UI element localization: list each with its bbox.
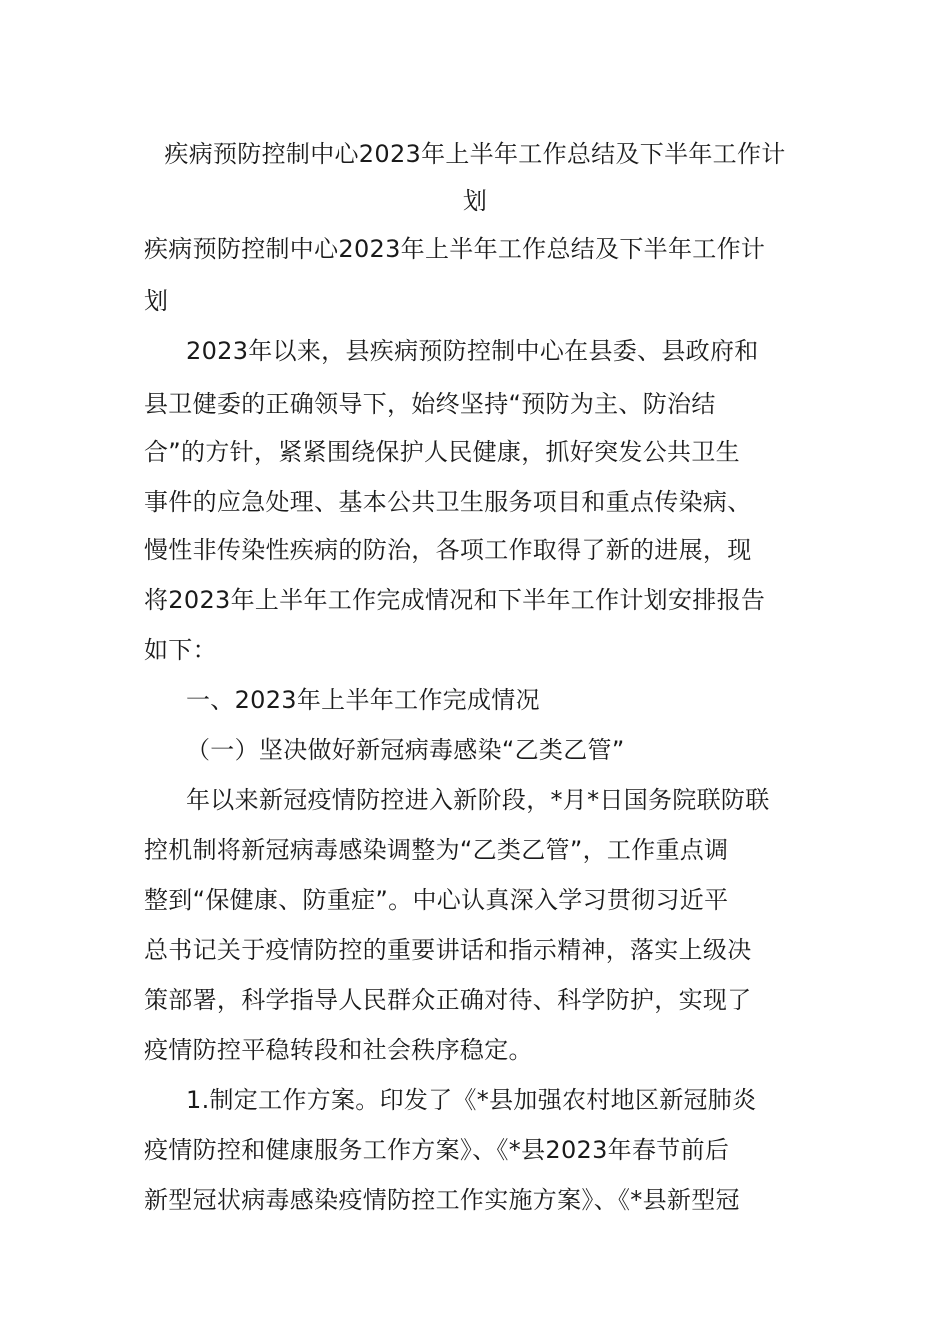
plan-paragraph-line: 新型冠状病毒感染疫情防控工作实施方案》、《*县新型冠 bbox=[144, 1186, 740, 1214]
intro-paragraph-line: 2023年以来，县疾病预防控制中心在县委、县政府和 bbox=[186, 337, 759, 365]
covid-paragraph-line: 总书记关于疫情防控的重要讲话和指示精神，落实上级决 bbox=[144, 936, 752, 964]
intro-paragraph-line: 事件的应急处理、基本公共卫生服务项目和重点传染病、 bbox=[144, 488, 752, 516]
intro-paragraph-line: 如下： bbox=[144, 636, 217, 664]
repeated-title-line-1: 疾病预防控制中心2023年上半年工作总结及下半年工作计 bbox=[144, 235, 766, 263]
repeated-title-line-2: 划 bbox=[144, 287, 169, 315]
document-title-line-2: 划 bbox=[462, 187, 488, 215]
plan-paragraph-line: 疫情防控和健康服务工作方案》、《*县2023年春节前后 bbox=[144, 1136, 730, 1164]
covid-paragraph-line: 年以来新冠疫情防控进入新阶段，*月*日国务院联防联 bbox=[186, 786, 770, 814]
subsection-heading: （一）坚决做好新冠病毒感染“乙类乙管” bbox=[186, 736, 625, 764]
covid-paragraph-line: 疫情防控平稳转段和社会秩序稳定。 bbox=[144, 1036, 533, 1064]
covid-paragraph-line: 整到“保健康、防重症”。中心认真深入学习贯彻习近平 bbox=[144, 886, 729, 914]
section-heading: 一、2023年上半年工作完成情况 bbox=[186, 686, 540, 714]
intro-paragraph-line: 将2023年上半年工作完成情况和下半年工作计划安排报告 bbox=[144, 586, 766, 614]
intro-paragraph-line: 合”的方针，紧紧围绕保护人民健康，抓好突发公共卫生 bbox=[144, 438, 740, 466]
plan-paragraph-line: 1.制定工作方案。印发了《*县加强农村地区新冠肺炎 bbox=[186, 1086, 757, 1114]
document-title-line-1: 疾病预防控制中心2023年上半年工作总结及下半年工作计 bbox=[164, 140, 786, 168]
covid-paragraph-line: 策部署，科学指导人民群众正确对待、科学防护，实现了 bbox=[144, 986, 752, 1014]
covid-paragraph-line: 控机制将新冠病毒感染调整为“乙类乙管”，工作重点调 bbox=[144, 836, 729, 864]
intro-paragraph-line: 慢性非传染性疾病的防治，各项工作取得了新的进展，现 bbox=[144, 536, 752, 564]
intro-paragraph-line: 县卫健委的正确领导下，始终坚持“预防为主、防治结 bbox=[144, 390, 716, 418]
